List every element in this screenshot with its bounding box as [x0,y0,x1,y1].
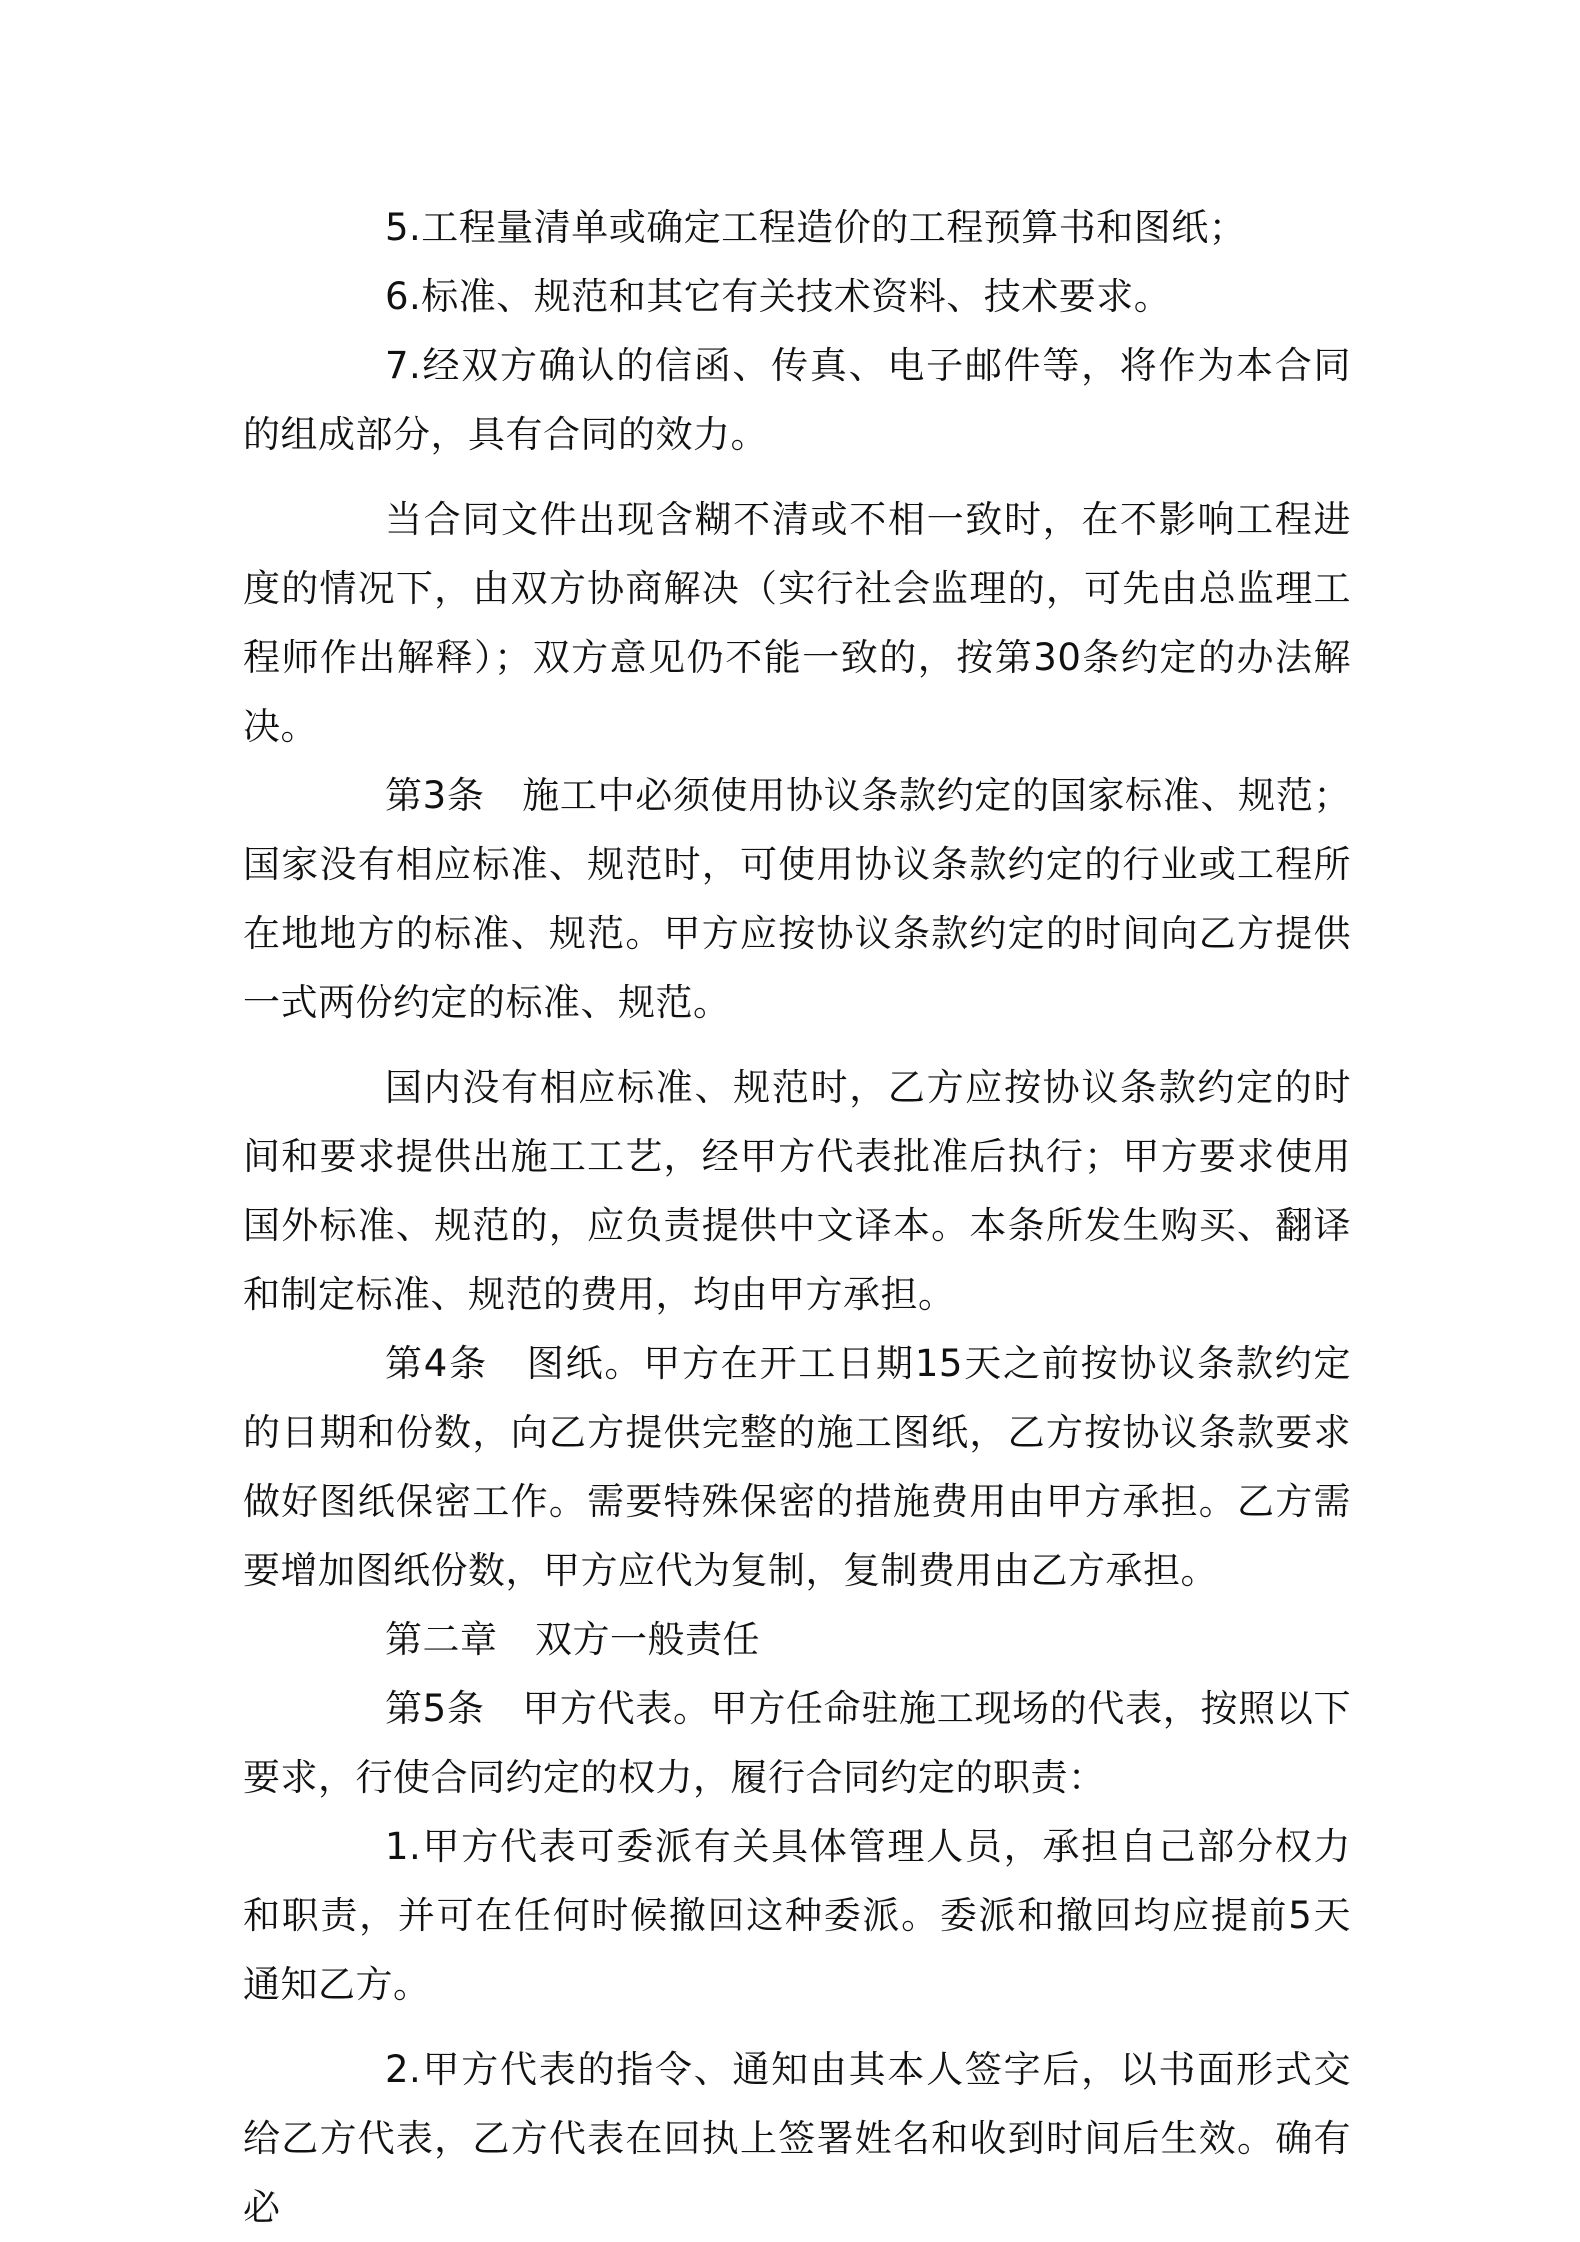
paragraph-article-4: 第4条 图纸。甲方在开工日期15天之前按协议条款约定的日期和份数，向乙方提供完整的施工图纸，乙方按协议条款要求做好图纸保密工作。需要特殊保密的措施费用由甲方承担。乙方需要增加图纸份数，甲方应代为复制，复制费用由乙方承担。 [243,1342,1351,1592]
paragraph-article-3: 第3条 施工中必须使用协议条款约定的国家标准、规范；国家没有相应标准、规范时，可使用协议条款约定的行业或工程所在地地方的标准、规范。甲方应按协议条款约定的时间向乙方提供一式两份约定的标准、规范。 [243,774,1351,1024]
paragraph-article-5-item-2: 2.甲方代表的指令、通知由其本人签字后，以书面形式交给乙方代表，乙方代表在回执上签署姓名和收到时间后生效。确有必 [243,2048,1351,2229]
paragraph-item-5-drawings: 5.工程量清单或确定工程造价的工程预算书和图纸； [385,206,1247,249]
paragraph-item-7-correspondence: 7.经双方确认的信函、传真、电子邮件等，将作为本合同的组成部分，具有合同的效力。 [243,344,1351,456]
chapter-heading: 第二章 双方一般责任 [385,1618,760,1661]
contract-text-body [243,193,1351,2242]
paragraph-ambiguity-resolution: 当合同文件出现含糊不清或不相一致时，在不影响工程进度的情况下，由双方协商解决（实行社会监理的，可先由总监理工程师作出解释）；双方意见仍不能一致的，按第30条约定的办法解决。 [243,498,1351,748]
paragraph-foreign-standards: 国内没有相应标准、规范时，乙方应按协议条款约定的时间和要求提供出施工工艺，经甲方代表批准后执行；甲方要求使用国外标准、规范的，应负责提供中文译本。本条所发生购买、翻译和制定标准、规范的费用，均由甲方承担。 [243,1066,1351,1316]
paragraph-article-5: 第5条 甲方代表。甲方任命驻施工现场的代表，按照以下要求，行使合同约定的权力，履行合同约定的职责： [243,1687,1351,1799]
paragraph-article-5-item-1: 1.甲方代表可委派有关具体管理人员，承担自己部分权力和职责，并可在任何时候撤回这种委派。委派和撤回均应提前5天通知乙方。 [243,1825,1351,2006]
paragraph-item-6-standards: 6.标准、规范和其它有关技术资料、技术要求。 [385,275,1172,318]
